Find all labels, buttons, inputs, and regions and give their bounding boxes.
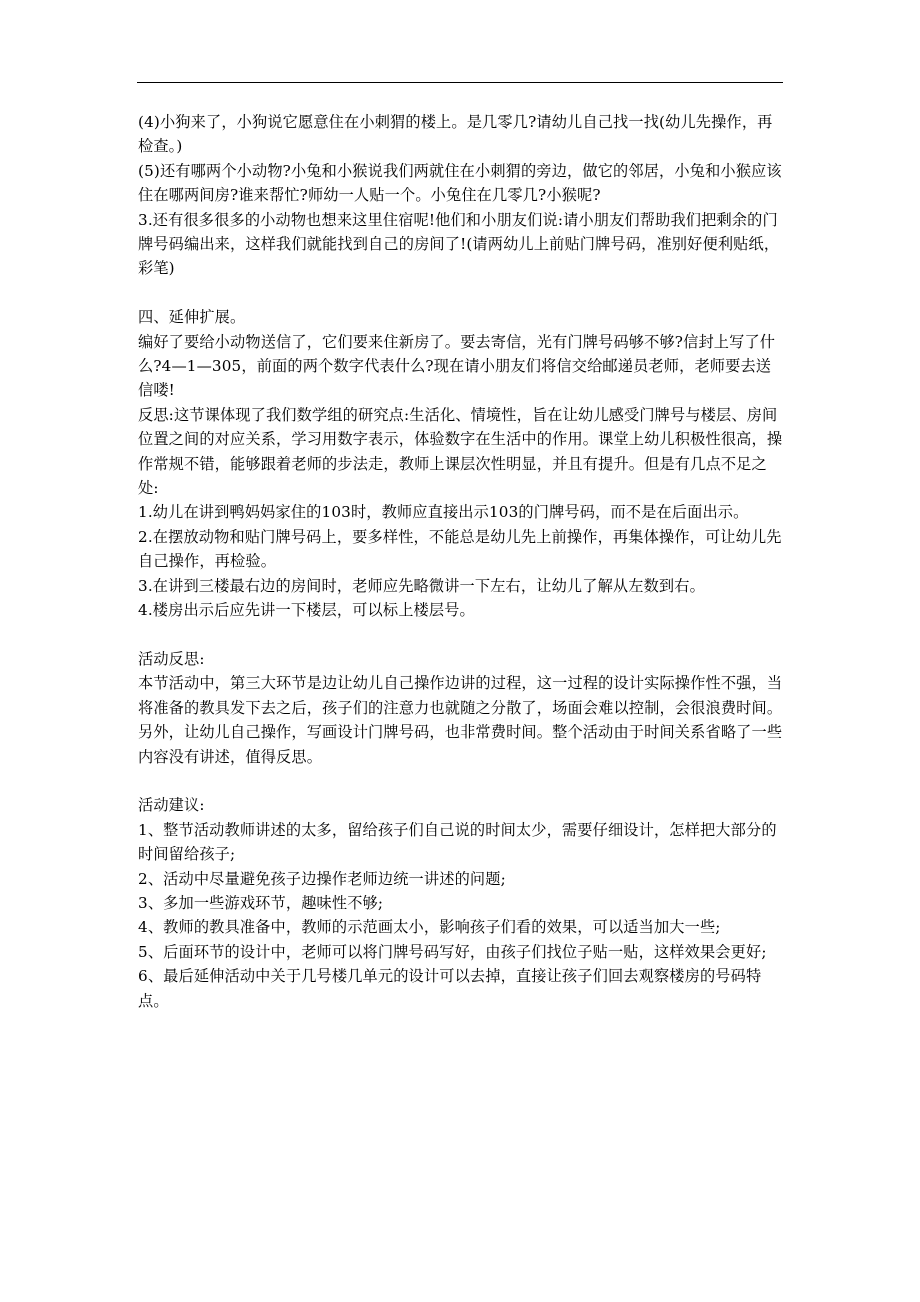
- header-rule: [137, 82, 783, 83]
- section-heading: 活动反思:: [138, 649, 205, 668]
- blank-line: [138, 623, 786, 647]
- section-heading: 活动建议:: [138, 796, 205, 815]
- list-item: 1、整节活动教师讲述的太多，留给孩子们自己说的时间太少，需要仔细设计，怎样把大部分的时间留给孩子;: [138, 820, 777, 864]
- list-item: 6、最后延伸活动中关于几号楼几单元的设计可以去掉，直接让孩子们回去观察楼房的号码特点。: [138, 967, 762, 1010]
- paragraph: 反思:这节课体现了我们数学组的研究点:生活化、情境性，旨在让幼儿感受门牌号与楼层、房间位置之间的对应关系，学习用数字表示，体验数字在生活中的作用。课堂上幼儿积极性很高，操作常规不错，能够跟着老师的步法走，教师上课层次性明显，并且有提升。但是有几点不足之处:: [138, 405, 783, 498]
- paragraph: 本节活动中，第三大环节是边让幼儿自己操作边讲的过程，这一过程的设计实际操作性不强，当将准备的教具发下去之后，孩子们的注意力也就随之分散了，场面会难以控制，会很浪费时间。另外，让幼儿自己操作，写画设计门牌号码，也非常费时间。整个活动由于时间关系省略了一些内容没有讲述，值得反思。: [138, 674, 783, 766]
- blank-line: [138, 281, 786, 305]
- section-heading: 四、延伸扩展。: [138, 308, 246, 327]
- list-item: 3、多加一些游戏环节，趣味性不够;: [138, 893, 384, 912]
- paragraph: 编好了要给小动物送信了，它们要来住新房了。要去寄信，光有门牌号码够不够?信封上写了什么?4—1—305，前面的两个数字代表什么?现在请小朋友们将信交给邮递员老师，老师要去送信喽!: [138, 332, 776, 400]
- document-body: [138, 110, 786, 1013]
- blank-line: [138, 769, 786, 793]
- list-item: 1.幼儿在讲到鸭妈妈家住的103时，教师应直接出示103的门牌号码，而不是在后面出示。: [138, 503, 749, 522]
- paragraph: 3.还有很多很多的小动物也想来这里住宿呢!他们和小朋友们说:请小朋友们帮助我们把剩余的门牌号码编出来，这样我们就能找到自己的房间了!(请两幼儿上前贴门牌号码，准别好便利贴纸，彩笔): [138, 210, 780, 278]
- list-item: 3.在讲到三楼最右边的房间时，老师应先略微讲一下左右，让幼儿了解从左数到右。: [138, 576, 705, 595]
- paragraph: (4)小狗来了，小狗说它愿意住在小刺猬的楼上。是几零几?请幼儿自己找一找(幼儿先操作，再检查。): [138, 113, 773, 156]
- paragraph: (5)还有哪两个小动物?小兔和小猴说我们两就住在小刺猬的旁边，做它的邻居，小兔和小猴应该住在哪两间房?谁来帮忙?师幼一人贴一个。小兔住在几零几?小猴呢?: [138, 161, 782, 205]
- list-item: 4、教师的教具准备中，教师的示范画太小，影响孩子们看的效果，可以适当加大一些;: [138, 918, 721, 937]
- list-item: 2、活动中尽量避免孩子边操作老师边统一讲述的问题;: [138, 869, 506, 888]
- list-item: 2.在摆放动物和贴门牌号码上，要多样性，不能总是幼儿先上前操作，再集体操作，可让幼儿先自己操作，再检验。: [138, 527, 782, 571]
- list-item: 5、后面环节的设计中，老师可以将门牌号码写好，由孩子们找位子贴一贴，这样效果会更好;: [138, 942, 767, 961]
- list-item: 4.楼房出示后应先讲一下楼层，可以标上楼层号。: [138, 601, 475, 620]
